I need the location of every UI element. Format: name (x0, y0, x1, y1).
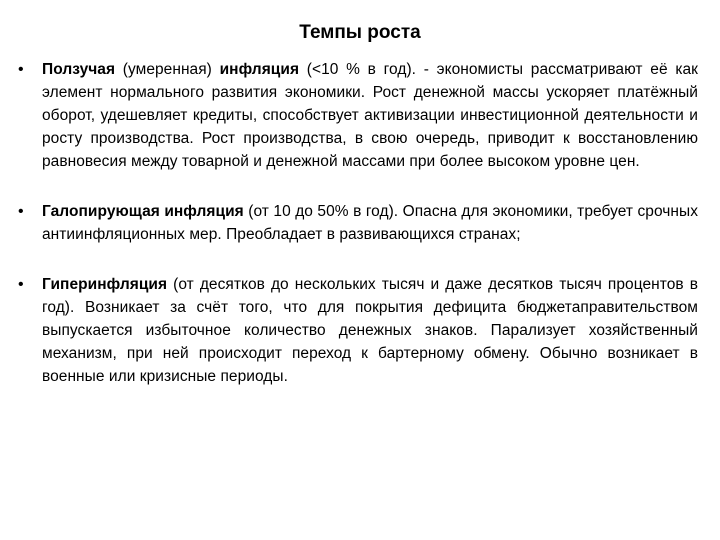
bullet-icon: • (18, 203, 24, 220)
list-item-hyperinflation (18, 273, 698, 388)
slide-title: Темпы роста (299, 22, 421, 43)
list-item-text (42, 200, 698, 246)
list-item-creeping-inflation (18, 58, 698, 173)
description: (от 10 до 50% в год). Опасна для экономики, требует срочных антиинфляционных мер. Преобладает в развивающихся странах; (42, 203, 698, 243)
term-inflation: инфляция (219, 61, 300, 78)
term-creeping: Ползучая (42, 61, 116, 78)
list-item-text (42, 273, 698, 388)
term-galloping: Галопирующая инфляция (42, 203, 244, 220)
description: (<10 % в год). - экономисты рассматривают её как элемент нормального развития экономики. Рост денежной массы ускоряет платёжный оборот, удешевляет кредиты, способствует активизации инвестиционной деятельности и росту производства. Рост производства, в свою очередь, приводит к восстановлению равновесия между товарной и денежной массами при более высоком уровне цен. (42, 61, 699, 170)
term-qualifier: (умеренная) (115, 61, 220, 78)
term-hyperinflation: Гиперинфляция (42, 276, 168, 293)
bullet-icon: • (18, 61, 24, 78)
bullet-list (18, 58, 698, 415)
description: (от десятков до нескольких тысяч и даже десятков тысяч процентов в год). Возникает за счёт того, что для покрытия дефицита бюджетаправительством выпускается избыточное количество денежных знаков. Парализует хозяйственный механизм, при ней происходит переход к бартерному обмену. Обычно возникает в военные или кризисные периоды. (42, 276, 698, 385)
list-item-text (42, 58, 698, 173)
bullet-icon: • (18, 276, 24, 293)
list-item-galloping-inflation (18, 200, 698, 246)
